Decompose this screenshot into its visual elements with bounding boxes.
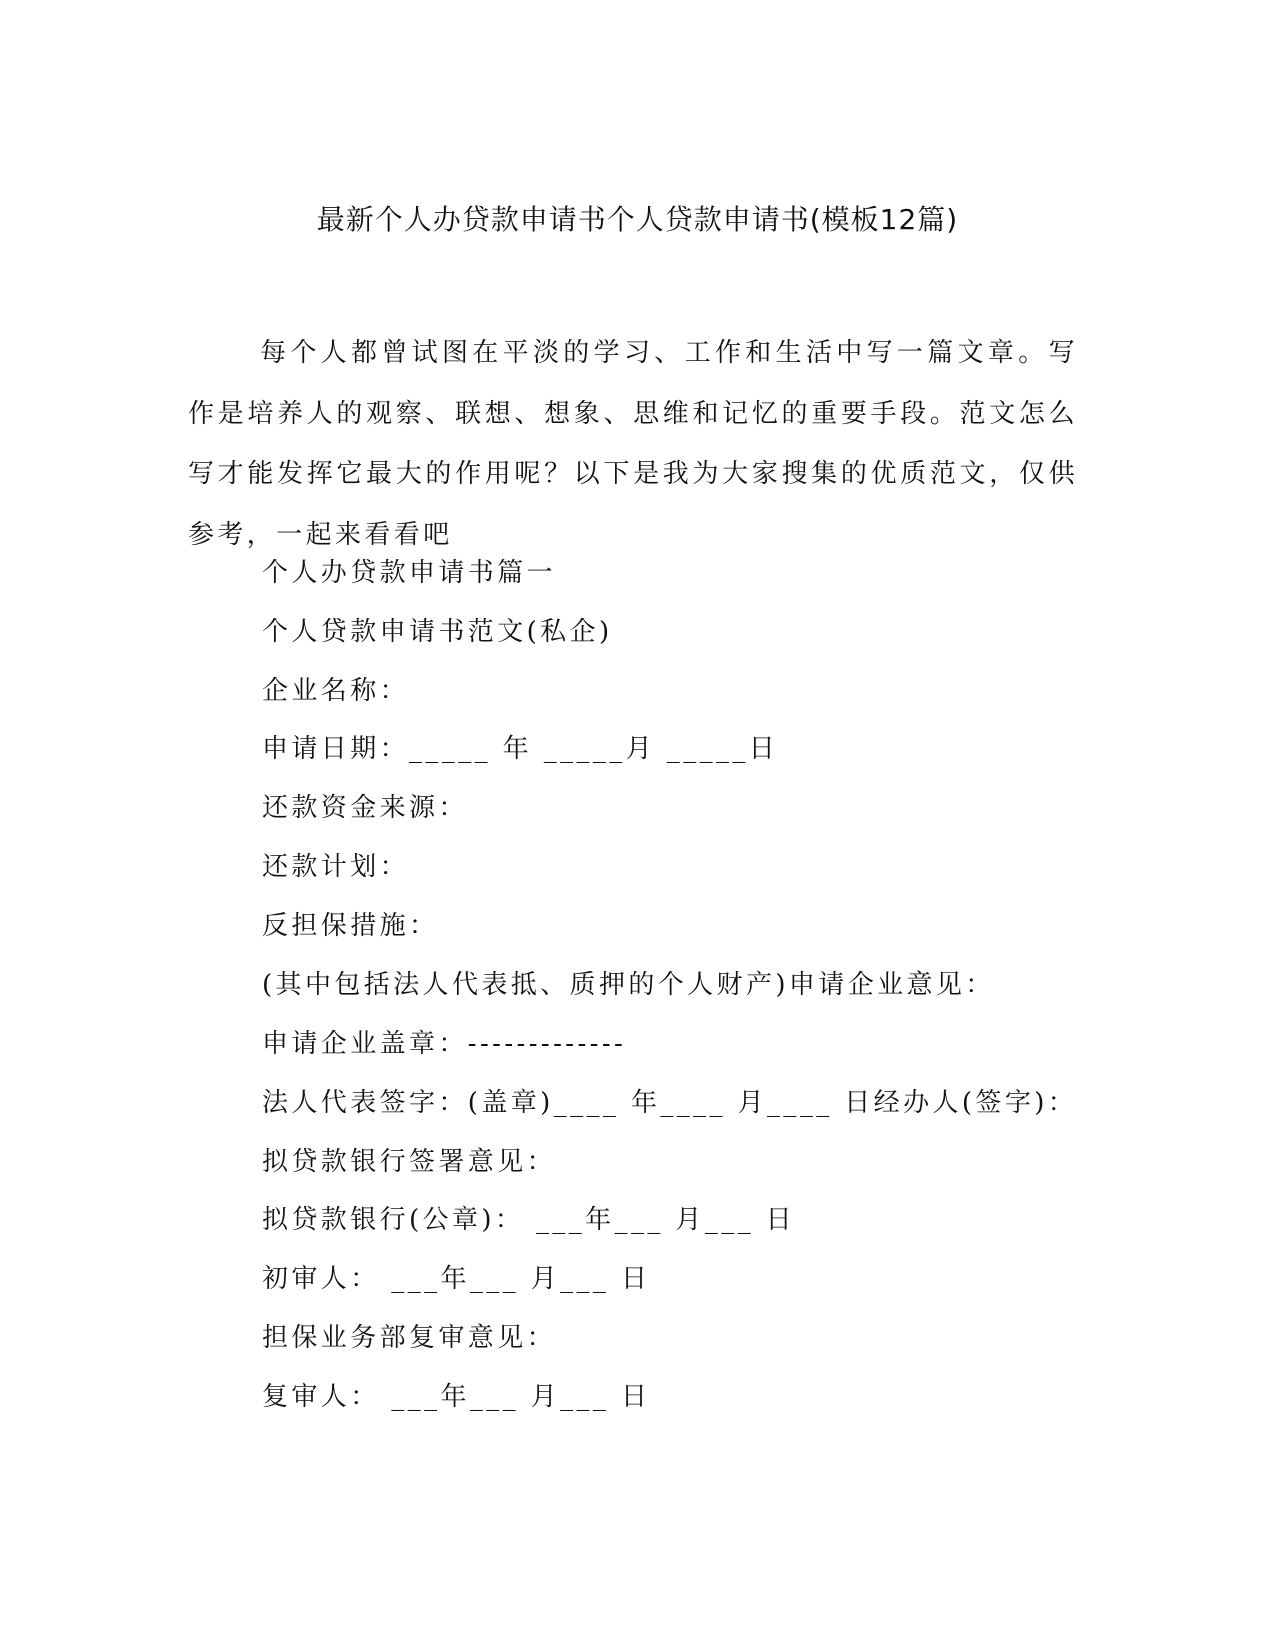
legal-rep-signature-field: 法人代表签字：(盖章)____ 年____ 月____ 日经办人(签字)： <box>262 1088 1078 1118</box>
second-reviewer-field: 复审人： ___年___ 月___ 日 <box>262 1382 651 1412</box>
intro-paragraph: 每个人都曾试图在平淡的学习、工作和生活中写一篇文章。写作是培养人的观察、联想、想象、思维和记忆的重要手段。范文怎么写才能发挥它最大的作用呢？以下是我为大家搜集的优质范文，仅供参考，一起来看看吧 <box>188 338 1078 550</box>
section-heading: 个人办贷款申请书篇一 <box>262 558 557 588</box>
bank-seal-field: 拟贷款银行(公章)： ___年___ 月___ 日 <box>262 1205 796 1235</box>
company-seal-field: 申请企业盖章：------------- <box>262 1029 627 1059</box>
bank-opinion-field: 拟贷款银行签署意见： <box>262 1147 557 1177</box>
company-opinion-field: (其中包括法人代表抵、质押的个人财产)申请企业意见： <box>262 970 995 1000</box>
application-date-field: 申请日期：_____ 年 _____月 _____日 <box>262 734 779 764</box>
counter-guarantee-field: 反担保措施： <box>262 911 439 941</box>
repayment-source-field: 还款资金来源： <box>262 793 468 823</box>
repayment-plan-field: 还款计划： <box>262 852 410 882</box>
initial-reviewer-field: 初审人： ___年___ 月___ 日 <box>262 1264 651 1294</box>
form-title: 个人贷款申请书范文(私企) <box>262 617 613 647</box>
company-name-field: 企业名称： <box>262 676 410 706</box>
guarantee-dept-opinion-field: 担保业务部复审意见： <box>262 1323 557 1353</box>
document-title: 最新个人办贷款申请书个人贷款申请书(模板12篇) <box>316 203 959 236</box>
